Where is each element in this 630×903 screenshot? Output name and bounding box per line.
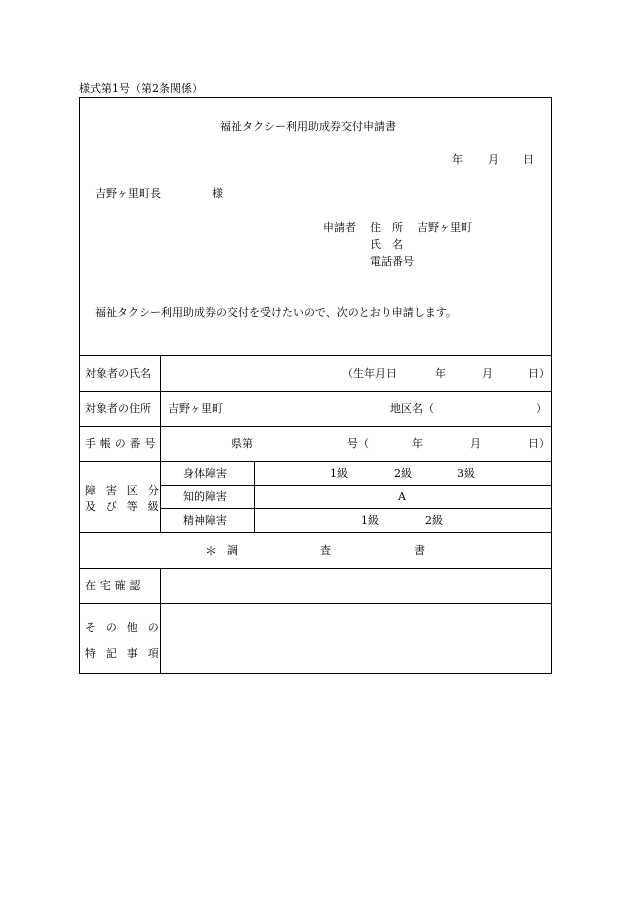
row-divider-5 [79, 532, 552, 533]
row-divider-disability-2 [161, 508, 552, 509]
birth-date-open: （生年月日 [342, 367, 397, 380]
investigation-heading-char-2: 査 [320, 544, 331, 557]
disability-label-line2: 及び等級 [85, 500, 169, 513]
investigation-mark: ＊ [205, 544, 218, 558]
district-close: ） [536, 402, 547, 415]
subject-address-label: 対象者の住所 [85, 402, 151, 415]
date-day-label: 日 [523, 153, 534, 166]
date-month-label: 月 [488, 153, 499, 166]
row-divider-disability-1 [161, 485, 552, 486]
investigation-heading-char-1: 調 [227, 544, 238, 557]
birth-month-label: 月 [482, 367, 493, 380]
physical-grade-2: 2級 [394, 467, 412, 480]
form-title: 福祉タクシー利用助成券交付申請書 [220, 120, 396, 133]
birth-year-label: 年 [435, 367, 446, 380]
row-divider-1 [79, 355, 552, 356]
handbook-day-label: 日） [528, 437, 550, 450]
date-year-label: 年 [452, 153, 463, 166]
mental-grade-2: 2級 [425, 514, 443, 527]
applicant-label: 申請者 [323, 221, 356, 234]
birth-day-label: 日） [528, 367, 550, 380]
physical-grade-1: 1級 [330, 467, 348, 480]
disability-column-divider [254, 461, 255, 532]
handbook-label: 手帳の番号 [85, 437, 160, 450]
mental-grade-1: 1級 [361, 514, 379, 527]
applicant-name-label: 氏 名 [370, 238, 403, 251]
applicant-phone-label: 電話番号 [370, 255, 414, 268]
row-divider-3 [79, 426, 552, 427]
handbook-year-label: 年 [412, 437, 423, 450]
subject-name-label: 対象者の氏名 [85, 367, 151, 380]
row-divider-7 [79, 603, 552, 604]
mental-disability-label: 精神障害 [183, 514, 227, 527]
row-divider-2 [79, 391, 552, 392]
row-divider-4 [79, 461, 552, 462]
district-label: 地区名（ [390, 402, 434, 415]
application-statement: 福祉タクシー利用助成券の交付を受けたいので、次のとおり申請します。 [95, 306, 457, 319]
addressee-honorific: 様 [212, 187, 223, 200]
applicant-address-value: 吉野ヶ里町 [417, 221, 472, 234]
addressee-name: 吉野ヶ里町長 [95, 187, 161, 200]
home-check-label: 在宅確認 [85, 579, 145, 592]
other-notes-label-line2: 特記事項 [85, 647, 169, 660]
other-notes-label-line1: その他の [85, 621, 169, 634]
row-divider-6 [79, 568, 552, 569]
form-number: 様式第1号（第2条関係） [79, 82, 203, 95]
investigation-heading-char-3: 書 [414, 544, 425, 557]
handbook-month-label: 月 [470, 437, 481, 450]
disability-label-line1: 障害区分 [85, 484, 169, 497]
applicant-address-label: 住 所 [370, 221, 403, 234]
physical-disability-label: 身体障害 [183, 467, 227, 480]
intellectual-grade-a: A [398, 490, 406, 503]
handbook-number: 号（ [347, 437, 369, 450]
intellectual-disability-label: 知的障害 [183, 490, 227, 503]
application-box [79, 97, 552, 674]
handbook-prefecture: 県第 [231, 437, 253, 450]
physical-grade-3: 3級 [457, 467, 475, 480]
subject-address-value: 吉野ヶ里町 [168, 402, 223, 415]
